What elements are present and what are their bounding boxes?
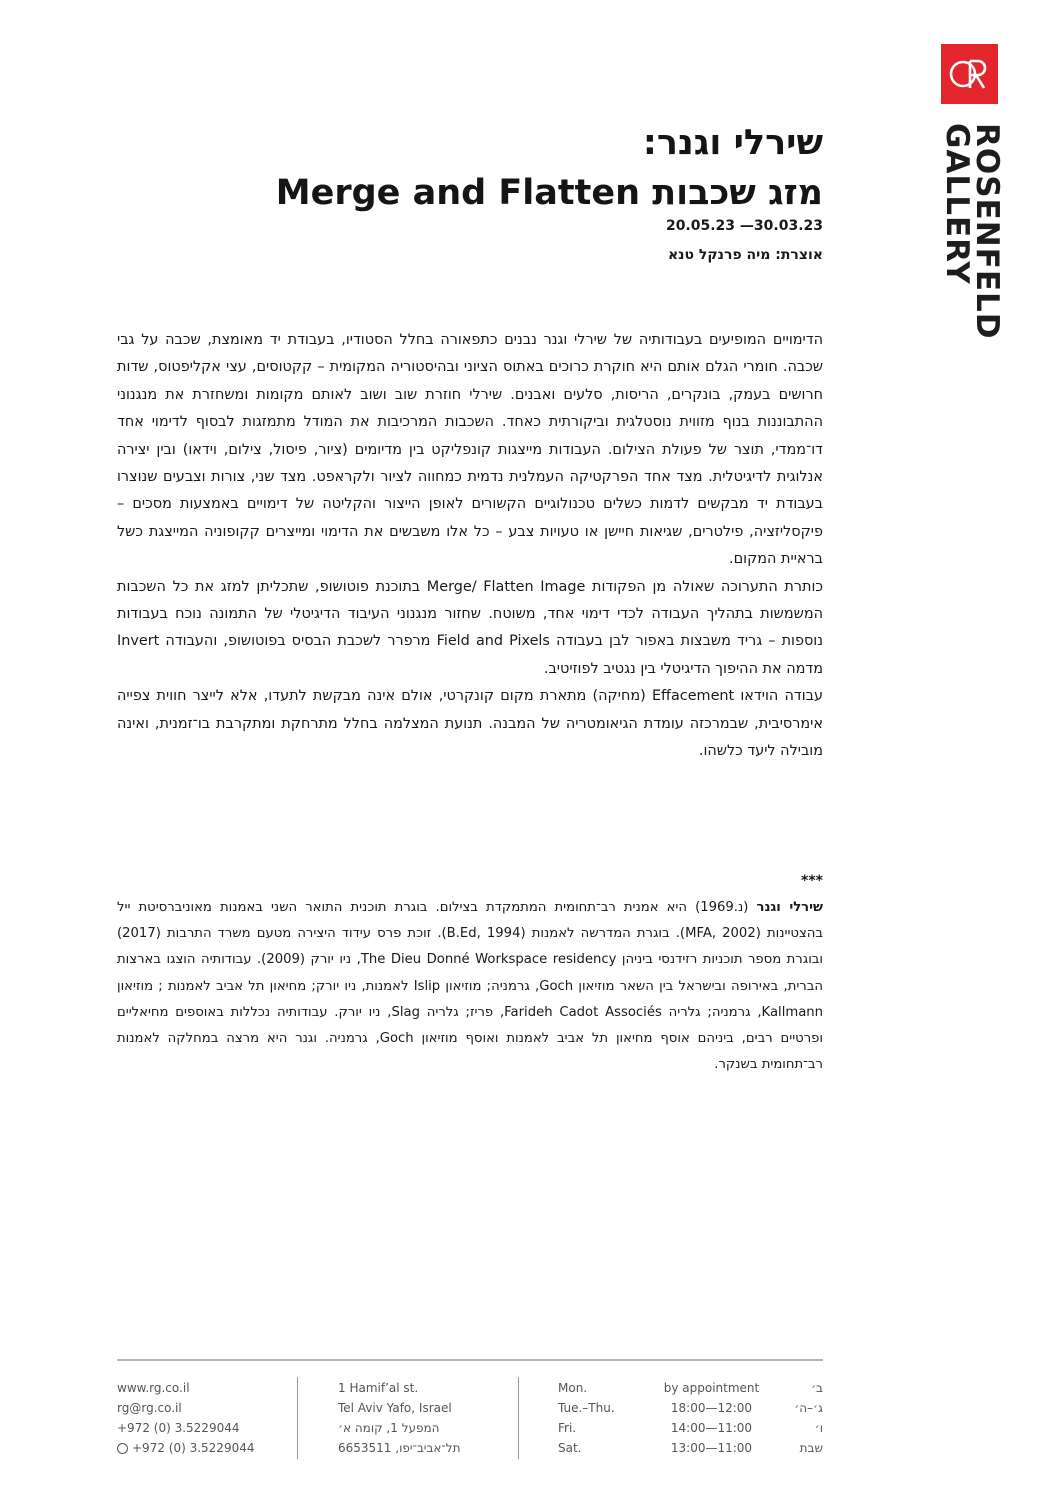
whatsapp-number[interactable]: +972 (0) 3.5229044 — [132, 1441, 255, 1455]
address-line-1: 1 Hamif’al st. — [338, 1381, 419, 1395]
title-exhibition: מזג שכבות Merge and Flatten — [275, 173, 823, 213]
hours-row — [558, 1398, 823, 1418]
hours-day-en: Sat. — [558, 1441, 582, 1455]
artist-bio — [117, 895, 823, 1078]
hours-row — [558, 1378, 823, 1398]
exhibition-dates: 20.05.23 —30.03.23 — [665, 218, 823, 234]
body-paragraph-3: עבודה הוידאו Effacement (מחיקה) מתארת מקום קונקרטי, אולם אינה מבקשת לתעדו, אלא לייצר חווית צפייה אימרסיבית, שבמרכזה עומדת הגיאומטריה של המבנה. תנועת המצלמה בחלל מתרחקת ומתקרבת בו־זמנית, ואינה מובילה ליעד כלשהו. — [117, 688, 824, 760]
hours-day-he: שבת — [799, 1441, 823, 1455]
address-line-3: המפעל 1, קומה א׳ — [338, 1421, 440, 1435]
hours-day-en: Fri. — [558, 1421, 577, 1435]
curator-credit: אוצרת: מיה פרנקל טנא — [667, 247, 823, 263]
hours-day-he: ב׳ — [811, 1381, 823, 1395]
title-artist: שירלי וגנר: — [642, 123, 823, 163]
hours-day-en: Tue.–Thu. — [558, 1401, 615, 1415]
wordmark-line2: GALLERY — [939, 123, 975, 285]
hours-row — [558, 1418, 823, 1438]
hours-time: 13:00—11:00 — [670, 1441, 753, 1455]
phone-number[interactable]: +972 (0) 3.5229044 — [117, 1421, 240, 1435]
bio-artist-name: שירלי וגנר — [756, 900, 823, 915]
hours-day-he: ו׳ — [814, 1421, 823, 1435]
footer-address — [338, 1378, 460, 1458]
website-link[interactable]: www.rg.co.il — [117, 1381, 190, 1395]
footer-divider — [117, 1359, 823, 1361]
hours-day-en: Mon. — [558, 1381, 588, 1395]
whatsapp-icon — [117, 1443, 128, 1454]
address-line-4: 6653511 ,תל־אביב־יפו — [338, 1441, 461, 1455]
hours-time: 14:00—11:00 — [670, 1421, 753, 1435]
footer-contact — [117, 1378, 254, 1458]
body-paragraph-2: כותרת התערוכה שאולה מן הפקודות Merge/ Flatten Image בתוכנת פוטושופ, שתכליתן למזג את כל השכבות המשמשות בתהליך העבודה לכדי דימוי אחד, משוטח. שחזור מנגנוני העיבוד הדיגיטלי של התמונה נוכח בעבודות נוספות – גריד משבצות באפור לבן בעבודה Field and Pixels מרפרר לשכבת הבסיס בפוטושופ, והעבודה Invert מדמה את ההיפוך הדיגיטלי בין נגטיב לפוזיטיב. — [117, 578, 823, 677]
gallery-wordmark — [938, 123, 1008, 343]
rg-monogram-icon — [941, 44, 998, 104]
section-separator: *** — [801, 873, 823, 889]
hours-time: 18:00—12:00 — [670, 1401, 753, 1415]
wordmark-line1: ROSENFELD — [969, 123, 1005, 340]
footer-opening-hours — [558, 1378, 823, 1458]
email-link[interactable]: rg@rg.co.il — [117, 1401, 182, 1415]
address-line-2: Tel Aviv Yafo, Israel — [338, 1401, 452, 1415]
hours-row — [558, 1438, 823, 1458]
bio-text: (נ.1969) היא אמנית רב־תחומית המתמקדת בצילום. בוגרת תוכנית התואר השני באמנות מאוניברסיטת ייל בהצטיינות (MFA, 2002). בוגרת המדרשה לאמנות (B.Ed, 1994). זוכת פרס עידוד היצירה מטעם משרד התרבות (2017) ובוגרת מספר תוכניות רזידנסי ביניהן The Dieu Donné Workspace residency, ניו יורק (2009). עבודותיה הוצגו בארצות הברית, באירופה ובישראל בין השאר מוזיאון Goch, גרמניה; מוזיאון Islip לאמנות, ניו יורק; מחיאון תל אביב לאמנות ; מוזיאון Kallmann, גרמניה; גלריה Farideh Cadot Associés, פריז; גלריה Slag, ניו יורק. עבודותיה נכללות באוספים מחיאליים ופרטיים רבים, ביניהם אוסף מחיאון תל אביב לאמנות ואוסף מוזיאון Goch, גרמניה. וגנר היא מרצה במחלקה לאמנות רב־תחומית בשנקר. — [117, 900, 824, 1073]
gallery-logo — [941, 44, 998, 104]
footer-separator — [518, 1377, 519, 1459]
exhibition-text — [117, 327, 823, 766]
footer-separator — [297, 1377, 298, 1459]
body-paragraph-1: הדימויים המופיעים בעבודותיה של שירלי וגנר נבנים כתפאורה בחלל הסטודיו, בעבודת יד מאומצת, שכבה על גבי שכבה. חומרי הגלם אותם היא חוקרת כרוכים באתוס הציוני ובהיסטוריה המקומית – קקטוסים, עצי אקליפטוס, שדות חרושים בעמק, בונקרים, הריסות, סלעים ואבנים. שירלי חוזרת שוב ושוב לאותם מקומות ומשחזרת את מנגנוני ההתבוננות בנוף מזווית נוסטלגית וביקורתית כאחד. השכבות המרכיבות את המודל מתמזגות לבסוף לדימוי אחד דו־ממדי, תוצר של פעולת הצילום. העבודות מייצגות קונפליקט בין מדיומים (ציור, פיסול, צילום, וידאו) ובין יצירה אנלוגית לדיגיטלית. מצד אחד הפרקטיקה העמלנית נדמית כמחווה לציור ולקראפט. מצד שני, צורות וצבעים שנוצרו בעבודת יד מבקשים לדמות כשלים טכנולוגיים הקשורים לאופן הייצור והקליטה של דימויים באמצעות מסכים – פיקסליזציה, פילטרים, שגיאות חיישן או טעויות צבע – כל אלו משבשים את הדימוי ומייצרים קקופוניה המייצגת כשל בראיית המקום. — [117, 332, 823, 568]
page-title — [276, 118, 823, 218]
hours-time: by appointment — [663, 1381, 760, 1395]
hours-day-he: ג׳–ה׳ — [794, 1401, 823, 1415]
